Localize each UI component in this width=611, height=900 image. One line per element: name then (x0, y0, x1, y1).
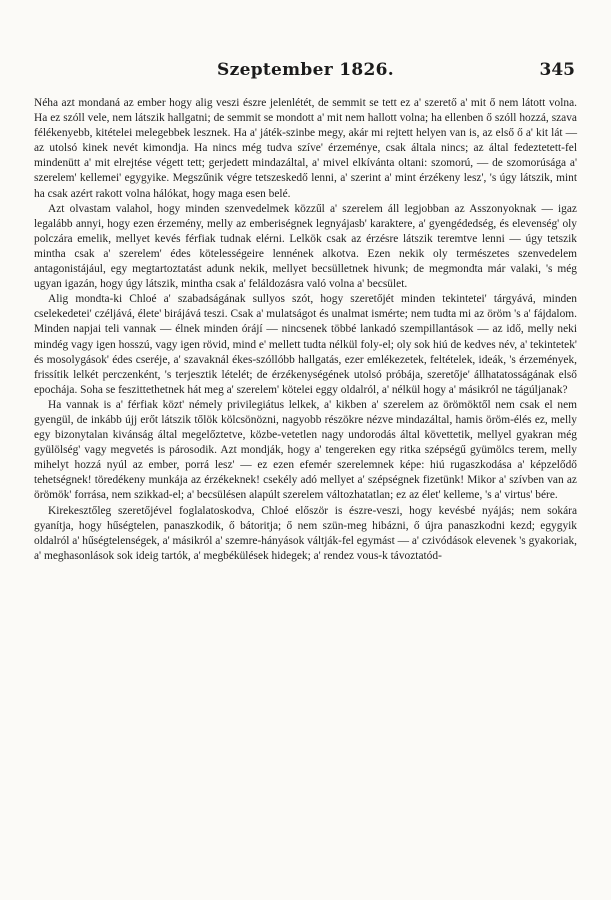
page-number: 345 (539, 60, 575, 80)
paragraph: Ha vannak is a' férfiak közt' némely privilegiátus lelkek, a' kikben a' szerelem az örömöktől nem csak el nem gyengül, de inkább újj erőt látszik tőlök kölcsönözni, nagyobb részökre nézve mindazáltal, hamis öröm-élés ez, melly egy bizonytalan kivánság által megelőztetve, közbe-vetetlen nagy undorodás által követtetik, mellyel gyakran még gyülölség' vagy megvetés is párosodik. Azt mondják, hogy a' tengereken egy ritka szépségű gyümölcs terem, melly mihelyt hozzá nyúl az ember, porrá lesz' — ez ezen efemér szerelemnek képe: hiú rugaszkodása a' képzelődő tehetségnek! töredékeny munkája az érzékeknek! csekély adó mellyet a' szépségnek fizetünk! Mikor a' szívben van az örömök' forrása, nem szikkad-el; a' becsülésen alapúlt szerelem változhatatlan; ez az élet' kelleme, 's a' virtus' bére. (34, 398, 577, 502)
body-text (34, 96, 577, 564)
paragraph: Alig mondta-ki Chloé a' szabadságának sullyos szót, hogy szeretőjét minden tekintetei' tárgyává, minden cselekedetei' czéljává, élete' birájává teszi. Csak a' mulatságot és unalmat ismérte; nem tudta mi az öröm 's a' fájdalom. Minden napjai teli vannak — élnek minden órájí — nincsenek többé lankadó szempillantások — az idő, melly neki mindég vagy igen hosszú, vagy igen rövid, mind e' mellett tudta nélkül foly-el; oly sok hiú de kedves név, a' tekintetek' és mosolygások' édes cseréje, a' szavaknál ékes-szóllóbb hallgatás, ezer emlékezetek, feltételek, ideák, 's érzemények, frissítik lelkét perczenként, 's terjesztik lételét; de érzékenységének utolsó próbája, szeretője' állhatatosságának első epochája. Soha se feszittethetnek hát meg a' szerelem' kötelei eggy oldalról, a' nélkül hogy a' másikról ne tágúljanak? (34, 293, 577, 396)
paragraph: Néha azt mondaná az ember hogy alig veszi észre jelenlétét, de semmit se tett ez a' szerető a' mit ő nem látott volna. Ha ez szóll vele, nem látszik hallgatni; de semmit se mondott a' mit nem hallott volna; ha ellenben ő szóll hozzá, szava félékenyebb, kitételei melegebbek lesznek. Ha a' játék-szinbe megy, akár mi rejtett helyen van is, az első ő a' kit lát — az utolsó kinek nevét kimondja. Ha nincs még tudva szíve' érzeménye, csak általa nincs; az által fedeztetett-fel mindenütt a' mit elrejtése végett tett; gerjedett mindazáltal, a' mivel elkívánta oltani: szomorú, — de szomorúsága a' szerelem' kellemei' egygyike. Megszűnik végre tetszeskedő lenni, a' szerint a' mint érzékeny lesz', 's úgy látszik, mint ha csak azért rakott volna hálókat, hogy maga esen belé. (34, 97, 577, 200)
running-title: Szeptember 1826. (217, 60, 394, 80)
paragraph: Kirekesztőleg szeretőjével foglalatoskodva, Chloé először is észre-veszi, hogy kevésbé nyájás; nem sokára gyanítja, hogy hűségtelen, panaszkodik, ő bátoritja; ő nem szün-meg hibázni, ő újra panaszkodni kezd; egygyik oldalról a' hűségtelenségek, a' másikról a' szemre-hányások váltják-fel egymást — a' czivódások elevenek 's gyakoriak, a' meghasonlások sok ideig tartók, a' megbékülések hidegek; a' rendez vous-k távoztatód- (34, 504, 577, 562)
paragraph: Azt olvastam valahol, hogy minden szenvedelmek közzűl a' szerelem áll legjobban az Asszonyoknak — igaz legalább annyi, hogy ezen érzemény, melly az emberiségnek legnyájasb' karaktere, a' gyengédedség, és elevenség' oly polczára emelik, mellyet kevés férfiak tudnak elérni. Lelkök csak az érzésre látszik teremtve lenni — úgy tetszik mintha csak a' szerelem' édes kötelességeire lennének alkotva. Ezen nekik oly természetes szenvedelem antagonistájául, egy megtartoztatást adunk nekik, mellyet becsülletnek hivunk; de megmondta már valaki, 's még ugyan igazán, hogy úgy látszik, mintha csak a' feláldozásra való volna a' becsület. (34, 202, 577, 291)
page-header (34, 60, 577, 86)
